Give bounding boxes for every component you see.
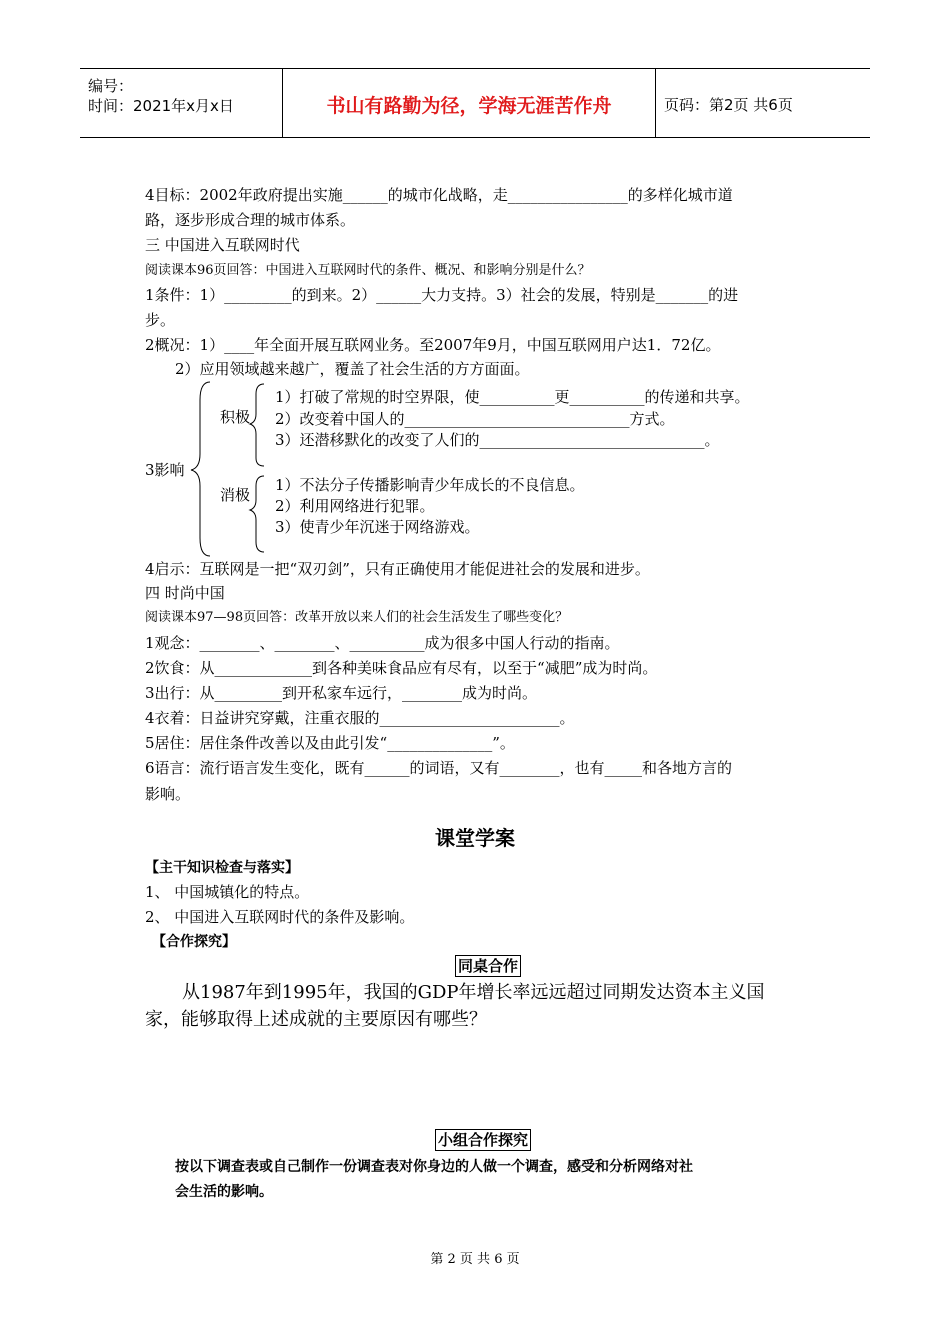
group-title-wrap [435, 1133, 531, 1148]
line-travel: 3出行：从_________到开私家车远行，________成为时尚。 [145, 684, 538, 702]
positive-item-3: 3）还潜移默化的改变了人们的______________________________。 [275, 431, 720, 449]
page-header [80, 68, 870, 138]
desk-title: 同桌合作 [455, 955, 521, 977]
group-task-line-1: 按以下调查表或自己制作一份调查表对你身边的人做一个调查，感受和分析网络对社 [175, 1159, 693, 1175]
main-check-item-2: 2、 中国进入互联网时代的条件及影响。 [145, 908, 415, 926]
main-check-heading: 【主干知识检查与落实】 [145, 860, 299, 876]
negative-label: 消极 [220, 486, 251, 504]
line-diet: 2饮食：从_____________到各种美味食品应有尽有，以至于“减肥”成为时尚。 [145, 659, 658, 677]
line-conditions: 1条件：1）_________的到来。2）______大力支持。3）社会的发展，特别是_______的进 [145, 286, 739, 304]
page-footer: 第 2 页 共 6 页 [430, 1252, 520, 1267]
line-overview-2: 2）应用领域越来越广，覆盖了社会生活的方方面面。 [175, 360, 530, 378]
time-label: 时间：2021年x月x日 [88, 97, 234, 115]
group-title: 小组合作探究 [435, 1129, 531, 1151]
page-info: 页码：第2页 共6页 [664, 96, 793, 114]
section-heading-fashion: 四 时尚中国 [145, 584, 225, 602]
header-left-cell [80, 69, 282, 137]
group-task-line-2: 会生活的影响。 [175, 1184, 273, 1200]
impact-braces [188, 380, 278, 558]
line-clothing: 4衣着：日益讲究穿戴，注重衣服的________________________。 [145, 709, 575, 727]
line-goal: 4目标：2002年政府提出实施______的城市化战略，走________________的多样化城市道 [145, 186, 733, 204]
header-motto-cell [282, 69, 656, 137]
coop-heading: 【合作探究】 [152, 934, 236, 950]
line-enlightenment: 4启示：互联网是一把“双刃剑”，只有正确使用才能促进社会的发展和进步。 [145, 560, 650, 578]
negative-item-2: 2）利用网络进行犯罪。 [275, 497, 435, 515]
number-label: 编号： [88, 77, 134, 95]
desk-question-line-1: 从1987年到1995年，我国的GDP年增长率远远超过同期发达资本主义国 [182, 982, 765, 1003]
reading-prompt-96: 阅读课本96页回答：中国进入互联网时代的条件、概况、和影响分别是什么？ [145, 263, 591, 278]
section-heading-internet: 三 中国进入互联网时代 [145, 236, 300, 254]
negative-item-1: 1）不法分子传播影响青少年成长的不良信息。 [275, 476, 585, 494]
line-language-cont: 影响。 [145, 785, 191, 803]
line-concepts: 1观念：________、________、__________成为很多中国人行动的指南。 [145, 634, 620, 652]
positive-label: 积极 [220, 408, 251, 426]
main-check-item-1: 1、 中国城镇化的特点。 [145, 883, 310, 901]
header-right-cell [656, 69, 870, 137]
negative-item-3: 3）使青少年沉迷于网络游戏。 [275, 518, 480, 536]
reading-prompt-97-98: 阅读课本97—98页回答：改革开放以来人们的社会生活发生了哪些变化？ [145, 610, 569, 625]
line-language: 6语言：流行语言发生变化，既有______的词语，又有________，也有_____和各地方言的 [145, 759, 733, 777]
positive-item-1: 1）打破了常规的时空界限，使__________更__________的传递和共享。 [275, 388, 750, 406]
line-housing: 5居住：居住条件改善以及由此引发“______________”。 [145, 734, 515, 752]
desk-title-wrap [455, 959, 521, 974]
desk-question-line-2: 家，能够取得上述成就的主要原因有哪些？ [145, 1009, 487, 1030]
line-goal-cont: 路，逐步形成合理的城市体系。 [145, 211, 356, 229]
positive-item-2: 2）改变着中国人的______________________________方式。 [275, 410, 675, 428]
motto: 书山有路勤为径，学海无涯苦作舟 [326, 95, 612, 117]
line-conditions-cont: 步。 [145, 311, 176, 329]
section-title: 课堂学案 [435, 826, 515, 850]
line-overview: 2概况：1）____年全面开展互联网业务。至2007年9月，中国互联网用户达1．72亿。 [145, 336, 721, 354]
impact-label: 3影响 [145, 461, 185, 479]
